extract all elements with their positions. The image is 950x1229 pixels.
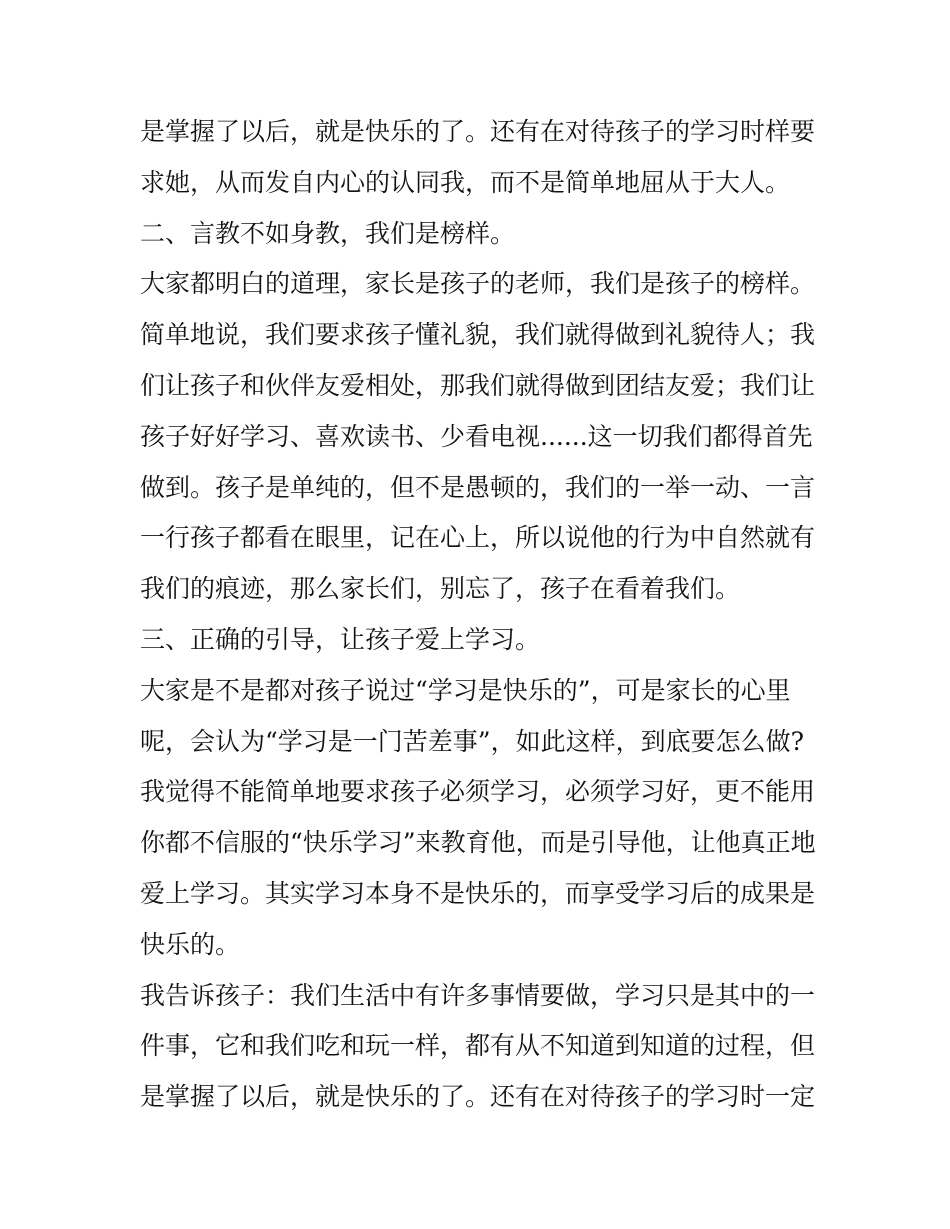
text-line: 快乐的。 — [140, 929, 241, 959]
text-line: 你都不信服的“快乐学习”来教育他，而是引导他，让他真正地 — [140, 828, 816, 858]
text-line: 做到。孩子是单纯的，但不是愚顿的，我们的一举一动、一言 — [140, 472, 816, 502]
text-line: 我觉得不能简单地要求孩子必须学习，必须学习好，更不能用 — [140, 777, 816, 807]
text-line: 件事，它和我们吃和玩一样，都有从不知道到知道的过程，但 — [140, 1031, 816, 1061]
text-line: 们让孩子和伙伴友爱相处，那我们就得做到团结友爱；我们让 — [140, 370, 816, 400]
text-line: 求她，从而发自内心的认同我，而不是简单地屈从于大人。 — [140, 167, 791, 197]
text-line: 是掌握了以后，就是快乐的了。还有在对待孩子的学习时一定 — [140, 1082, 816, 1112]
text-line: 是掌握了以后，就是快乐的了。还有在对待孩子的学习时样要 — [140, 117, 816, 146]
body-text — [140, 107, 820, 1123]
text-line: 大家都明白的道理，家长是孩子的老师，我们是孩子的榜样。 — [140, 269, 816, 299]
text-line: 大家是不是都对孩子说过“学习是快乐的”，可是家长的心里 — [140, 675, 791, 705]
text-line: 呢，会认为“学习是一门苦差事”，如此这样，到底要怎么做? — [140, 726, 804, 756]
section-heading: 三、正确的引导，让孩子爱上学习。 — [140, 624, 541, 654]
text-line: 一行孩子都看在眼里，记在心上，所以说他的行为中自然就有 — [140, 523, 816, 553]
text-line: 我告诉孩子：我们生活中有许多事情要做，学习只是其中的一 — [140, 980, 816, 1010]
text-line: 孩子好好学习、喜欢读书、少看电视......这一切我们都得首先 — [140, 421, 813, 451]
text-line: 爱上学习。其实学习本身不是快乐的，而享受学习后的成果是 — [140, 878, 816, 908]
text-line: 我们的痕迹，那么家长们，别忘了，孩子在看着我们。 — [140, 574, 741, 604]
text-line: 简单地说，我们要求孩子懂礼貌，我们就得做到礼貌待人；我 — [140, 320, 816, 350]
section-heading: 二、言教不如身教，我们是榜样。 — [140, 218, 516, 248]
